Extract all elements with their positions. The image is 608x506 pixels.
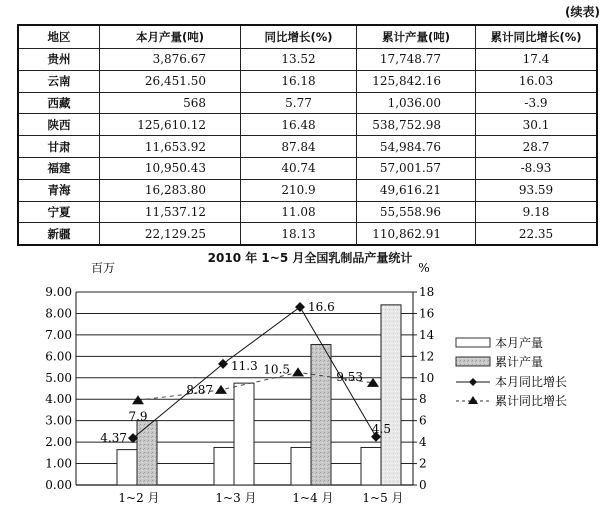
- legend-triangle-icon: [468, 396, 478, 404]
- cell-region: 福建: [18, 157, 100, 179]
- triangle-marker-icon: [215, 385, 227, 394]
- cell-region: 宁夏: [18, 201, 100, 223]
- cell-cumulative-output: 55,558.96: [357, 201, 476, 223]
- bar-monthly-output: [291, 447, 311, 485]
- cell-yoy-growth: 13.52: [241, 49, 357, 71]
- cell-region: 西藏: [18, 92, 100, 114]
- cell-yoy-growth: 16.48: [241, 114, 357, 136]
- cell-monthly-output: 11,653.92: [100, 136, 241, 158]
- cell-cumulative-output: 125,842.16: [357, 70, 476, 92]
- cell-monthly-output: 22,129.25: [100, 223, 241, 245]
- cell-region: 云南: [18, 70, 100, 92]
- y-tick-label: 1.00: [45, 456, 72, 471]
- data-label-cumulative-yoy: 9.53: [336, 369, 363, 384]
- cell-monthly-output: 11,537.12: [100, 201, 241, 223]
- x-axis-labels: [118, 491, 403, 505]
- cell-region: 贵州: [18, 49, 100, 71]
- x-tick-label: 1~2 月: [118, 491, 160, 505]
- y-tick-label: 5.00: [45, 370, 72, 385]
- bar-cumulative-output: [381, 305, 401, 485]
- x-tick-label: 1~3 月: [215, 491, 257, 505]
- cell-region: 新疆: [18, 223, 100, 245]
- right-axis-ticks: [413, 285, 435, 492]
- bar-cumulative-output: [311, 345, 331, 485]
- header-cumulative-yoy: 累计同比增长(%): [476, 25, 598, 49]
- cell-yoy-growth: 11.08: [241, 201, 357, 223]
- cell-monthly-output: 125,610.12: [100, 114, 241, 136]
- y2-tick-label: 10: [419, 370, 435, 385]
- bar-monthly-output: [361, 447, 381, 485]
- cell-monthly-output: 10,950.43: [100, 157, 241, 179]
- legend-swatch-monthly: [456, 338, 490, 347]
- legend-label-cumulative-yoy: 累计同比增长: [495, 394, 568, 408]
- y-tick-label: 0.00: [45, 478, 72, 492]
- cell-yoy-growth: 5.77: [241, 92, 357, 114]
- legend-diamond-icon: [469, 378, 477, 386]
- left-axis-ticks: [45, 285, 72, 492]
- y-tick-label: 4.00: [45, 392, 72, 407]
- bar-cumulative-output: [234, 383, 254, 485]
- data-label-monthly-yoy: 11.3: [231, 358, 258, 373]
- cell-yoy-growth: 18.13: [241, 223, 357, 245]
- data-label-cumulative-yoy: 8.87: [186, 382, 213, 397]
- y-tick-label: 7.00: [45, 327, 72, 342]
- header-cumulative-output: 累计产量(吨): [357, 25, 476, 49]
- cell-cumulative-output: 54,984.76: [357, 136, 476, 158]
- y2-tick-label: 2: [419, 456, 427, 471]
- triangle-marker-icon: [132, 395, 144, 404]
- cell-region: 甘肃: [18, 136, 100, 158]
- cell-cumulative-yoy: 93.59: [476, 179, 598, 201]
- legend-label-monthly: 本月产量: [495, 336, 544, 350]
- left-axis-unit: 百万: [90, 261, 116, 275]
- diamond-marker-icon: [295, 302, 305, 312]
- legend-label-cumulative: 累计产量: [495, 355, 544, 369]
- cell-cumulative-yoy: 28.7: [476, 136, 598, 158]
- data-label-monthly-yoy: 4.37: [100, 431, 127, 446]
- y2-tick-label: 0: [419, 478, 427, 492]
- legend: [456, 335, 567, 408]
- cell-cumulative-yoy: 9.18: [476, 201, 598, 223]
- cell-cumulative-output: 49,616.21: [357, 179, 476, 201]
- cell-monthly-output: 3,876.67: [100, 49, 241, 71]
- data-label-monthly-yoy: 16.6: [308, 300, 335, 315]
- data-label-cumulative-yoy: 7.9: [128, 409, 148, 424]
- x-tick-label: 1~4 月: [292, 491, 334, 505]
- legend-label-monthly-yoy: 本月同比增长: [495, 375, 568, 389]
- y-tick-label: 6.00: [45, 349, 72, 364]
- data-label-monthly-yoy: 4.5: [371, 421, 391, 436]
- y-tick-label: 2.00: [45, 435, 72, 450]
- bar-monthly-output: [214, 447, 234, 485]
- y2-tick-label: 4: [419, 435, 427, 450]
- header-region: 地区: [18, 25, 100, 49]
- cell-cumulative-output: 538,752.98: [357, 114, 476, 136]
- cell-cumulative-output: 1,036.00: [357, 92, 476, 114]
- y2-tick-label: 16: [419, 306, 435, 321]
- cell-cumulative-yoy: 30.1: [476, 114, 598, 136]
- cell-cumulative-yoy: 22.35: [476, 223, 598, 245]
- cell-yoy-growth: 210.9: [241, 179, 357, 201]
- cell-monthly-output: 16,283.80: [100, 179, 241, 201]
- triangle-marker-icon: [292, 367, 304, 376]
- cell-cumulative-output: 17,748.77: [357, 49, 476, 71]
- continuation-label: (续表): [565, 5, 600, 19]
- cell-cumulative-yoy: 16.03: [476, 70, 598, 92]
- y2-tick-label: 18: [419, 285, 435, 299]
- cell-monthly-output: 26,451.50: [100, 70, 241, 92]
- cell-monthly-output: 568: [100, 92, 241, 114]
- header-monthly-output: 本月产量(吨): [100, 25, 241, 49]
- chart-title: 2010 年 1~5 月全国乳制品产量统计: [207, 251, 413, 265]
- header-yoy-growth: 同比增长(%): [241, 25, 357, 49]
- cell-cumulative-output: 57,001.57: [357, 157, 476, 179]
- y2-tick-label: 14: [419, 327, 435, 342]
- y-tick-label: 8.00: [45, 306, 72, 321]
- bars: [117, 305, 401, 485]
- data-label-cumulative-yoy: 10.5: [263, 362, 290, 377]
- y2-tick-label: 6: [419, 413, 427, 428]
- y2-tick-label: 12: [419, 349, 435, 364]
- cell-cumulative-yoy: -3.9: [476, 92, 598, 114]
- bar-cumulative-output: [137, 421, 157, 485]
- y-tick-label: 3.00: [45, 413, 72, 428]
- cell-cumulative-yoy: 17.4: [476, 49, 598, 71]
- cell-cumulative-yoy: -8.93: [476, 157, 598, 179]
- x-tick-label: 1~5 月: [362, 491, 404, 505]
- cell-yoy-growth: 16.18: [241, 70, 357, 92]
- cell-yoy-growth: 40.74: [241, 157, 357, 179]
- legend-swatch-cumulative: [456, 357, 490, 366]
- right-axis-unit: %: [418, 261, 430, 275]
- cell-region: 青海: [18, 179, 100, 201]
- y-tick-label: 9.00: [45, 285, 72, 299]
- cell-region: 陕西: [18, 114, 100, 136]
- cell-yoy-growth: 87.84: [241, 136, 357, 158]
- y2-tick-label: 8: [419, 392, 427, 407]
- cell-cumulative-output: 110,862.91: [357, 223, 476, 245]
- bar-monthly-output: [117, 450, 137, 485]
